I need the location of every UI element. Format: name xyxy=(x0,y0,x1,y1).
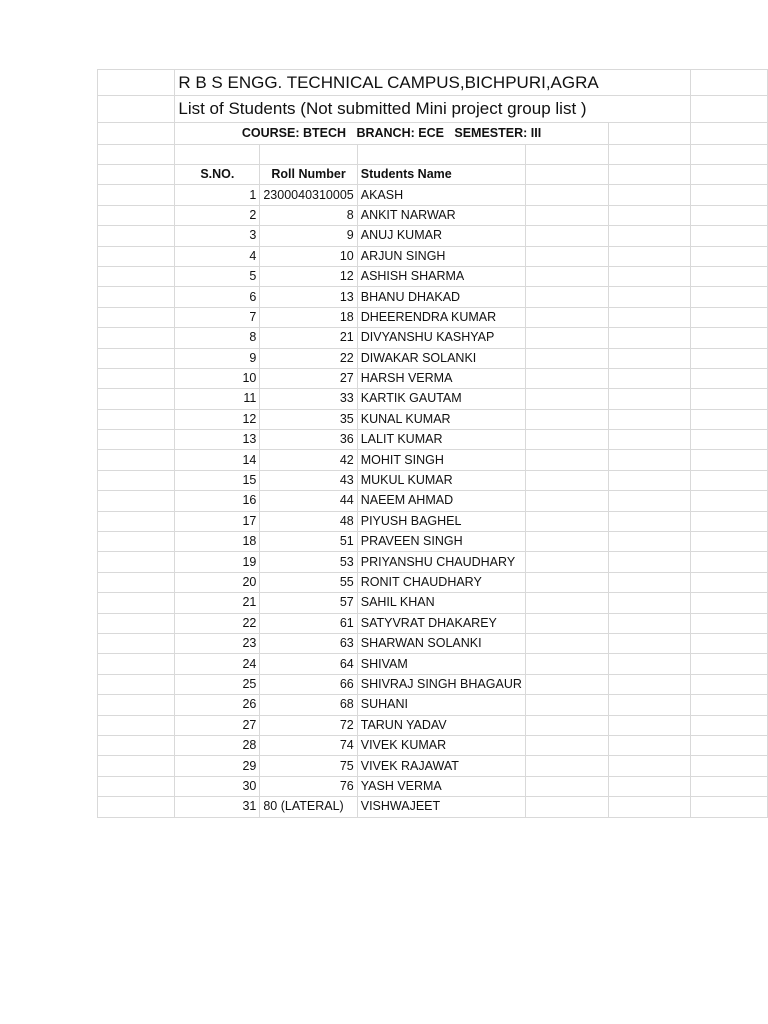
cell[interactable] xyxy=(98,123,175,145)
sno-cell: 21 xyxy=(175,593,260,613)
cell[interactable] xyxy=(98,735,175,755)
cell[interactable] xyxy=(525,674,608,694)
cell[interactable] xyxy=(691,328,768,348)
cell[interactable] xyxy=(98,307,175,327)
sno-cell: 15 xyxy=(175,470,260,490)
cell[interactable] xyxy=(691,96,768,123)
cell[interactable] xyxy=(691,654,768,674)
cell[interactable] xyxy=(608,654,691,674)
cell[interactable] xyxy=(525,654,608,674)
roll-number-cell: 22 xyxy=(260,348,357,368)
cell[interactable] xyxy=(525,470,608,490)
sno-cell: 1 xyxy=(175,185,260,205)
cell[interactable] xyxy=(98,776,175,796)
student-name-cell: AKASH xyxy=(357,185,525,205)
cell[interactable] xyxy=(98,613,175,633)
campus-title: R B S ENGG. TECHNICAL CAMPUS,BICHPURI,AGRA xyxy=(175,70,691,96)
header-students-name: Students Name xyxy=(357,165,525,185)
roll-number-cell: 53 xyxy=(260,552,357,572)
table-row xyxy=(98,613,768,633)
cell[interactable] xyxy=(98,572,175,592)
roll-number-cell: 43 xyxy=(260,470,357,490)
table-row xyxy=(98,593,768,613)
table-row xyxy=(98,491,768,511)
cell[interactable] xyxy=(525,145,608,165)
cell[interactable] xyxy=(98,287,175,307)
cell[interactable] xyxy=(691,572,768,592)
cell[interactable] xyxy=(691,695,768,715)
student-name-cell: KARTIK GAUTAM xyxy=(357,389,525,409)
cell[interactable] xyxy=(608,756,691,776)
cell[interactable] xyxy=(691,491,768,511)
cell[interactable] xyxy=(98,409,175,429)
roll-number-cell: 33 xyxy=(260,389,357,409)
cell[interactable] xyxy=(608,328,691,348)
student-name-cell: MOHIT SINGH xyxy=(357,450,525,470)
table-row xyxy=(98,266,768,286)
cell[interactable] xyxy=(98,695,175,715)
sno-cell: 2 xyxy=(175,205,260,225)
cell[interactable] xyxy=(608,735,691,755)
cell[interactable] xyxy=(691,409,768,429)
table-row xyxy=(98,307,768,327)
cell[interactable] xyxy=(525,409,608,429)
cell[interactable] xyxy=(691,613,768,633)
cell[interactable] xyxy=(691,348,768,368)
cell[interactable] xyxy=(691,797,768,817)
student-name-cell: SAHIL KHAN xyxy=(357,593,525,613)
cell[interactable] xyxy=(98,70,175,96)
student-name-cell: KUNAL KUMAR xyxy=(357,409,525,429)
cell[interactable] xyxy=(525,552,608,572)
cell[interactable] xyxy=(691,70,768,96)
table-row xyxy=(98,633,768,653)
cell[interactable] xyxy=(691,532,768,552)
sno-cell: 17 xyxy=(175,511,260,531)
cell[interactable] xyxy=(98,511,175,531)
roll-number-cell: 13 xyxy=(260,287,357,307)
cell[interactable] xyxy=(98,185,175,205)
cell[interactable] xyxy=(98,674,175,694)
sno-cell: 27 xyxy=(175,715,260,735)
cell[interactable] xyxy=(608,695,691,715)
cell[interactable] xyxy=(608,715,691,735)
cell[interactable] xyxy=(98,450,175,470)
table-row xyxy=(98,328,768,348)
cell[interactable] xyxy=(691,511,768,531)
sno-cell: 13 xyxy=(175,430,260,450)
roll-number-cell: 21 xyxy=(260,328,357,348)
cell[interactable] xyxy=(525,491,608,511)
header-sno: S.NO. xyxy=(175,165,260,185)
table-row xyxy=(98,185,768,205)
student-name-cell: BHANU DHAKAD xyxy=(357,287,525,307)
course-row xyxy=(98,123,768,145)
cell[interactable] xyxy=(608,348,691,368)
cell[interactable] xyxy=(98,226,175,246)
roll-number-cell: 61 xyxy=(260,613,357,633)
student-name-cell: DIVYANSHU KASHYAP xyxy=(357,328,525,348)
roll-number-cell: 76 xyxy=(260,776,357,796)
roll-number-cell: 57 xyxy=(260,593,357,613)
sno-cell: 30 xyxy=(175,776,260,796)
sno-cell: 4 xyxy=(175,246,260,266)
cell[interactable] xyxy=(691,307,768,327)
cell[interactable] xyxy=(691,552,768,572)
cell[interactable] xyxy=(525,715,608,735)
cell[interactable] xyxy=(691,145,768,165)
cell[interactable] xyxy=(525,368,608,388)
roll-number-cell: 8 xyxy=(260,205,357,225)
cell[interactable] xyxy=(525,165,608,185)
cell[interactable] xyxy=(98,633,175,653)
table-row xyxy=(98,715,768,735)
cell[interactable] xyxy=(691,205,768,225)
sno-cell: 6 xyxy=(175,287,260,307)
cell[interactable] xyxy=(98,491,175,511)
roll-number-cell: 48 xyxy=(260,511,357,531)
cell[interactable] xyxy=(525,572,608,592)
cell[interactable] xyxy=(525,756,608,776)
sno-cell: 7 xyxy=(175,307,260,327)
cell[interactable] xyxy=(608,593,691,613)
spreadsheet xyxy=(97,69,768,818)
table-row xyxy=(98,450,768,470)
sno-cell: 16 xyxy=(175,491,260,511)
cell[interactable] xyxy=(525,613,608,633)
student-name-cell: ANKIT NARWAR xyxy=(357,205,525,225)
cell[interactable] xyxy=(608,368,691,388)
cell[interactable] xyxy=(691,226,768,246)
student-name-cell: MUKUL KUMAR xyxy=(357,470,525,490)
roll-number-cell: 80 (LATERAL) xyxy=(260,797,357,817)
roll-number-cell: 72 xyxy=(260,715,357,735)
cell[interactable] xyxy=(525,776,608,796)
table-row xyxy=(98,511,768,531)
cell[interactable] xyxy=(525,511,608,531)
list-title: List of Students (Not submitted Mini project group list ) xyxy=(175,96,691,123)
cell[interactable] xyxy=(691,593,768,613)
cell[interactable] xyxy=(525,185,608,205)
cell[interactable] xyxy=(608,287,691,307)
table-row xyxy=(98,287,768,307)
blank-row xyxy=(98,145,768,165)
cell[interactable] xyxy=(525,430,608,450)
cell[interactable] xyxy=(98,328,175,348)
cell[interactable] xyxy=(525,328,608,348)
cell[interactable] xyxy=(691,450,768,470)
roll-number-cell: 10 xyxy=(260,246,357,266)
cell[interactable] xyxy=(98,470,175,490)
student-name-cell: HARSH VERMA xyxy=(357,368,525,388)
course-info: COURSE: BTECH BRANCH: ECE SEMESTER: III xyxy=(175,123,608,145)
cell[interactable] xyxy=(691,123,768,145)
sno-cell: 31 xyxy=(175,797,260,817)
student-name-cell: VISHWAJEET xyxy=(357,797,525,817)
cell[interactable] xyxy=(608,797,691,817)
sno-cell: 28 xyxy=(175,735,260,755)
roll-number-cell: 68 xyxy=(260,695,357,715)
cell[interactable] xyxy=(691,756,768,776)
table-row xyxy=(98,246,768,266)
roll-number-cell: 64 xyxy=(260,654,357,674)
sno-cell: 3 xyxy=(175,226,260,246)
cell[interactable] xyxy=(691,287,768,307)
student-name-cell: PIYUSH BAGHEL xyxy=(357,511,525,531)
cell[interactable] xyxy=(525,532,608,552)
table-row xyxy=(98,226,768,246)
header-roll-number: Roll Number xyxy=(260,165,357,185)
student-name-cell: LALIT KUMAR xyxy=(357,430,525,450)
cell[interactable] xyxy=(525,593,608,613)
table-row xyxy=(98,348,768,368)
cell[interactable] xyxy=(525,307,608,327)
cell[interactable] xyxy=(98,430,175,450)
cell[interactable] xyxy=(98,246,175,266)
student-table xyxy=(97,69,768,818)
roll-number-cell: 35 xyxy=(260,409,357,429)
cell[interactable] xyxy=(175,145,260,165)
cell[interactable] xyxy=(98,368,175,388)
sno-cell: 14 xyxy=(175,450,260,470)
cell[interactable] xyxy=(98,266,175,286)
cell[interactable] xyxy=(608,511,691,531)
cell[interactable] xyxy=(98,389,175,409)
cell[interactable] xyxy=(525,205,608,225)
cell[interactable] xyxy=(525,226,608,246)
cell[interactable] xyxy=(608,389,691,409)
student-name-cell: SATYVRAT DHAKAREY xyxy=(357,613,525,633)
cell[interactable] xyxy=(691,246,768,266)
cell[interactable] xyxy=(691,389,768,409)
cell[interactable] xyxy=(525,287,608,307)
table-row xyxy=(98,552,768,572)
cell[interactable] xyxy=(691,735,768,755)
roll-number-cell: 55 xyxy=(260,572,357,592)
student-name-cell: YASH VERMA xyxy=(357,776,525,796)
cell[interactable] xyxy=(691,470,768,490)
sno-cell: 20 xyxy=(175,572,260,592)
sno-cell: 23 xyxy=(175,633,260,653)
cell[interactable] xyxy=(608,572,691,592)
student-name-cell: PRAVEEN SINGH xyxy=(357,532,525,552)
cell[interactable] xyxy=(691,165,768,185)
sno-cell: 12 xyxy=(175,409,260,429)
table-row xyxy=(98,389,768,409)
roll-number-cell: 63 xyxy=(260,633,357,653)
cell[interactable] xyxy=(691,776,768,796)
cell[interactable] xyxy=(691,266,768,286)
table-row xyxy=(98,776,768,796)
cell[interactable] xyxy=(608,633,691,653)
sno-cell: 9 xyxy=(175,348,260,368)
cell[interactable] xyxy=(98,552,175,572)
student-name-cell: PRIYANSHU CHAUDHARY xyxy=(357,552,525,572)
roll-number-cell: 51 xyxy=(260,532,357,552)
student-name-cell: NAEEM AHMAD xyxy=(357,491,525,511)
student-name-cell: SHIVRAJ SINGH BHAGAUR xyxy=(357,674,525,694)
cell[interactable] xyxy=(608,409,691,429)
roll-number-cell: 66 xyxy=(260,674,357,694)
cell[interactable] xyxy=(525,246,608,266)
cell[interactable] xyxy=(691,185,768,205)
cell[interactable] xyxy=(98,532,175,552)
student-name-cell: ASHISH SHARMA xyxy=(357,266,525,286)
cell[interactable] xyxy=(98,654,175,674)
roll-number-cell: 18 xyxy=(260,307,357,327)
roll-number-cell: 27 xyxy=(260,368,357,388)
student-name-cell: ANUJ KUMAR xyxy=(357,226,525,246)
student-name-cell: RONIT CHAUDHARY xyxy=(357,572,525,592)
student-name-cell: SHIVAM xyxy=(357,654,525,674)
cell[interactable] xyxy=(691,633,768,653)
sno-cell: 26 xyxy=(175,695,260,715)
cell[interactable] xyxy=(98,797,175,817)
cell[interactable] xyxy=(357,145,525,165)
cell[interactable] xyxy=(608,470,691,490)
cell[interactable] xyxy=(608,185,691,205)
cell[interactable] xyxy=(98,145,175,165)
student-name-cell: DHEERENDRA KUMAR xyxy=(357,307,525,327)
cell[interactable] xyxy=(608,246,691,266)
cell[interactable] xyxy=(98,205,175,225)
table-row xyxy=(98,695,768,715)
table-row xyxy=(98,674,768,694)
cell[interactable] xyxy=(98,348,175,368)
sno-cell: 24 xyxy=(175,654,260,674)
cell[interactable] xyxy=(98,756,175,776)
student-name-cell: VIVEK KUMAR xyxy=(357,735,525,755)
cell[interactable] xyxy=(525,735,608,755)
roll-number-cell: 12 xyxy=(260,266,357,286)
roll-number-cell: 36 xyxy=(260,430,357,450)
table-row xyxy=(98,735,768,755)
table-row xyxy=(98,572,768,592)
cell[interactable] xyxy=(98,165,175,185)
cell[interactable] xyxy=(525,695,608,715)
cell[interactable] xyxy=(608,145,691,165)
cell[interactable] xyxy=(691,430,768,450)
title-row xyxy=(98,70,768,96)
cell[interactable] xyxy=(608,205,691,225)
table-row xyxy=(98,430,768,450)
table-row xyxy=(98,470,768,490)
cell[interactable] xyxy=(608,532,691,552)
cell[interactable] xyxy=(98,96,175,123)
table-row xyxy=(98,205,768,225)
cell[interactable] xyxy=(691,674,768,694)
sno-cell: 5 xyxy=(175,266,260,286)
sno-cell: 29 xyxy=(175,756,260,776)
student-name-cell: ARJUN SINGH xyxy=(357,246,525,266)
table-row xyxy=(98,368,768,388)
table-row xyxy=(98,797,768,817)
cell[interactable] xyxy=(260,145,357,165)
cell[interactable] xyxy=(525,450,608,470)
subtitle-row xyxy=(98,96,768,123)
roll-number-cell: 74 xyxy=(260,735,357,755)
cell[interactable] xyxy=(608,491,691,511)
student-name-cell: SHARWAN SOLANKI xyxy=(357,633,525,653)
roll-number-cell: 75 xyxy=(260,756,357,776)
sno-cell: 10 xyxy=(175,368,260,388)
cell[interactable] xyxy=(608,450,691,470)
table-row xyxy=(98,532,768,552)
cell[interactable] xyxy=(608,430,691,450)
cell[interactable] xyxy=(608,776,691,796)
cell[interactable] xyxy=(608,266,691,286)
cell[interactable] xyxy=(691,715,768,735)
roll-number-cell: 2300040310005 xyxy=(260,185,357,205)
header-row xyxy=(98,165,768,185)
student-name-cell: SUHANI xyxy=(357,695,525,715)
cell[interactable] xyxy=(608,165,691,185)
roll-number-cell: 42 xyxy=(260,450,357,470)
cell[interactable] xyxy=(525,348,608,368)
cell[interactable] xyxy=(608,226,691,246)
cell[interactable] xyxy=(608,674,691,694)
table-row xyxy=(98,756,768,776)
cell[interactable] xyxy=(525,266,608,286)
table-row xyxy=(98,409,768,429)
table-row xyxy=(98,654,768,674)
cell[interactable] xyxy=(525,389,608,409)
cell[interactable] xyxy=(608,123,691,145)
roll-number-cell: 44 xyxy=(260,491,357,511)
cell[interactable] xyxy=(525,797,608,817)
cell[interactable] xyxy=(691,368,768,388)
cell[interactable] xyxy=(525,633,608,653)
sno-cell: 11 xyxy=(175,389,260,409)
sno-cell: 25 xyxy=(175,674,260,694)
student-name-cell: DIWAKAR SOLANKI xyxy=(357,348,525,368)
roll-number-cell: 9 xyxy=(260,226,357,246)
student-name-cell: VIVEK RAJAWAT xyxy=(357,756,525,776)
cell[interactable] xyxy=(608,613,691,633)
cell[interactable] xyxy=(98,593,175,613)
cell[interactable] xyxy=(608,552,691,572)
sno-cell: 8 xyxy=(175,328,260,348)
sno-cell: 22 xyxy=(175,613,260,633)
cell[interactable] xyxy=(98,715,175,735)
sno-cell: 19 xyxy=(175,552,260,572)
cell[interactable] xyxy=(608,307,691,327)
student-name-cell: TARUN YADAV xyxy=(357,715,525,735)
sno-cell: 18 xyxy=(175,532,260,552)
